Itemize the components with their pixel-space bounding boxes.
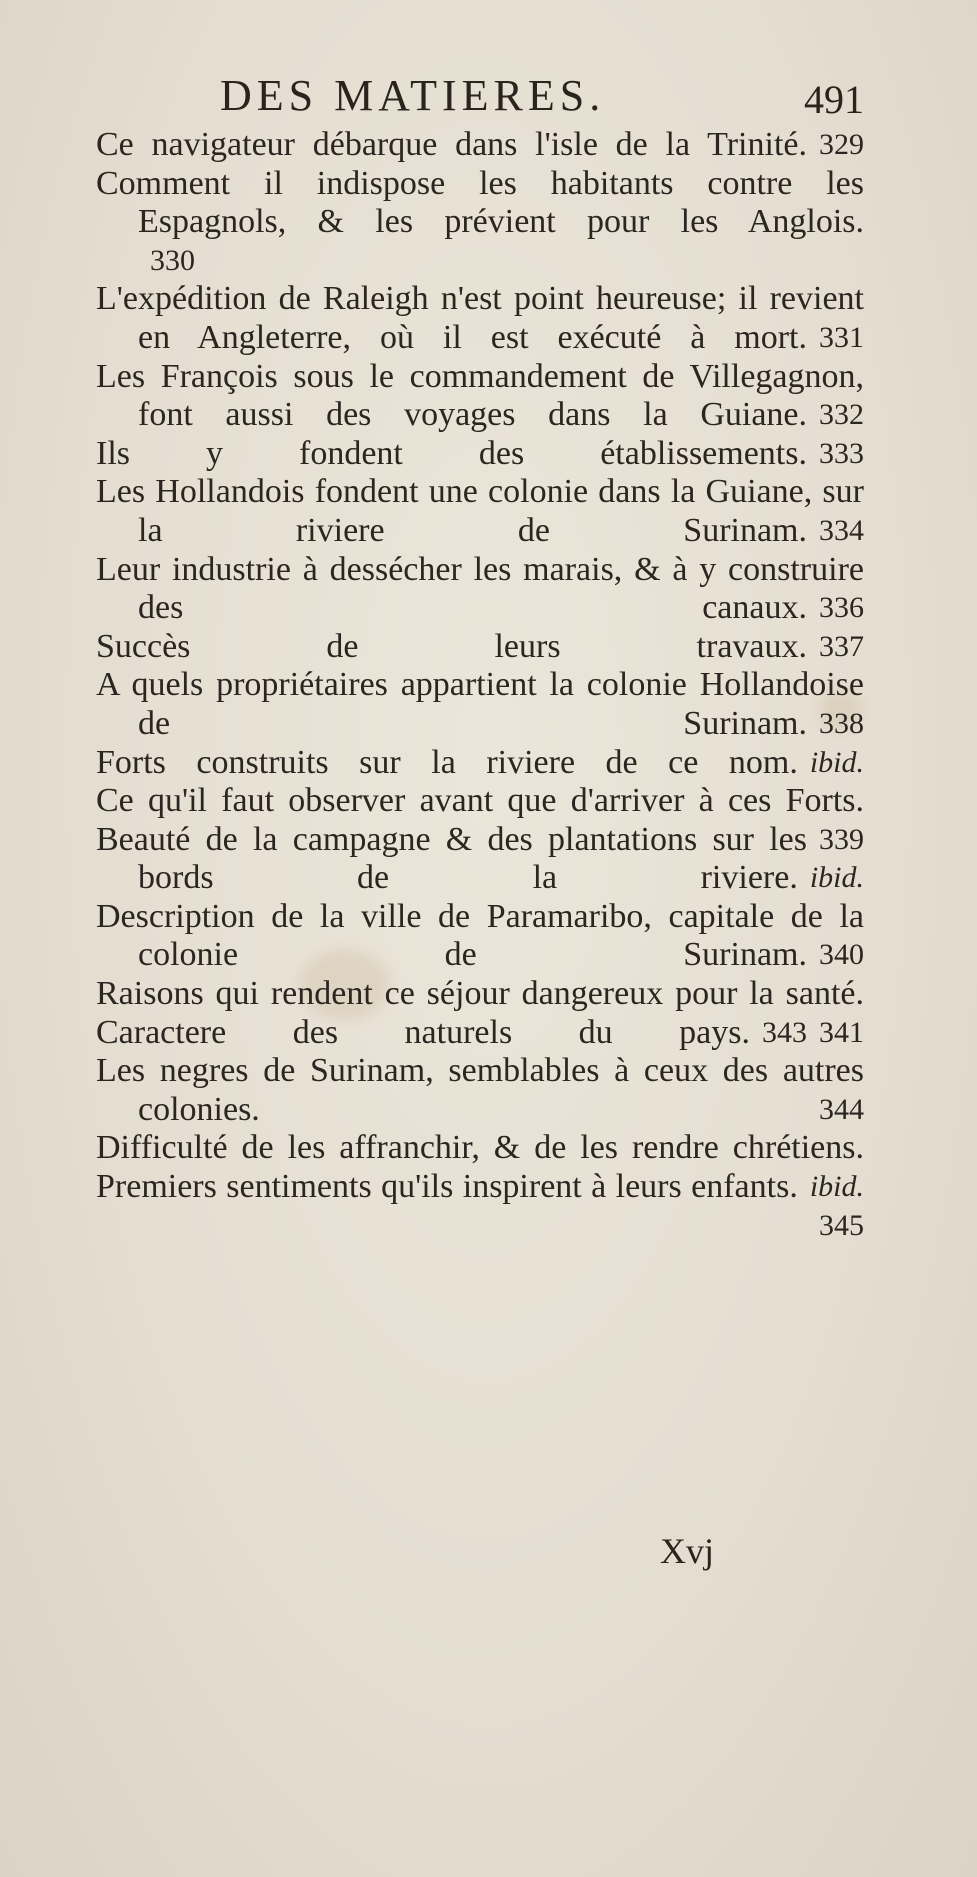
- index-entry: [96, 280, 864, 357]
- index-entry: [96, 126, 864, 165]
- index-entry: [96, 782, 864, 856]
- entry-page: 339: [819, 822, 864, 856]
- entry-text: Ils y fondent des établissements.: [96, 434, 807, 472]
- index-entry: [96, 1014, 864, 1053]
- header-page-number: 491: [804, 77, 864, 122]
- entry-text: Succès de leurs travaux.: [96, 627, 807, 665]
- entry-text: Ce qu'il faut observer avant que d'arriver à ces Forts.: [96, 782, 864, 820]
- header-title: DES MATIERES.: [220, 71, 606, 120]
- entry-page: 336: [819, 591, 864, 625]
- index-entry: [96, 165, 864, 281]
- entry-text: Raisons qui rendent ce séjour dangereux pour la santé.: [96, 975, 864, 1013]
- entry-text: Les negres de Surinam, semblables à ceux des autres colonies.: [96, 1052, 864, 1128]
- entry-text: Beauté de la campagne & des plantations sur les bords de la riviere.: [96, 820, 807, 897]
- entry-text: Difficulté de les affranchir, & de les rendre chrétiens.: [96, 1129, 864, 1167]
- entry-page: ibid.: [809, 1170, 864, 1204]
- entry-text: Les François sous le commandement de Villegagnon, font aussi des voyages dans la Guiane.: [96, 357, 864, 434]
- entry-page: 343: [762, 1015, 807, 1049]
- entry-page: 337: [819, 629, 864, 663]
- signature-mark: Xvj: [660, 1531, 714, 1571]
- entry-page: 338: [819, 706, 864, 740]
- index-entry: [96, 821, 864, 898]
- entry-page: 333: [819, 436, 864, 470]
- index-entry: [96, 666, 864, 743]
- entry-text: Les Hollandois fondent une colonie dans la Guiane, sur la riviere de Surinam.: [96, 473, 864, 549]
- entry-page: 330: [150, 243, 195, 277]
- index-entry: [96, 358, 864, 435]
- index-entry: [96, 1168, 864, 1242]
- entry-page: 329: [819, 128, 864, 161]
- entry-text: L'expédition de Raleigh n'est point heureuse; il revient en Angleterre, où il est exécuté à mort.: [96, 280, 864, 356]
- entry-text: Premiers sentiments qu'ils inspirent à leurs enfants.: [96, 1168, 798, 1206]
- index-entry: [96, 1052, 864, 1129]
- entry-text: Leur industrie à dessécher les marais, & à y construire des canaux.: [96, 550, 864, 627]
- entry-page: 334: [819, 513, 864, 547]
- entry-page: 331: [819, 320, 864, 354]
- running-header: [96, 68, 864, 128]
- entry-text: Caractere des naturels du pays.: [96, 1013, 750, 1051]
- entry-text: Description de la ville de Paramaribo, capitale de la colonie de Surinam.: [96, 897, 864, 974]
- entry-page: 340: [819, 938, 864, 972]
- entry-page: 345: [819, 1208, 864, 1242]
- index-entry: [96, 744, 864, 783]
- entry-text: Ce navigateur débarque dans l'isle de la Trinité.: [96, 126, 807, 163]
- index-entry: [96, 628, 864, 667]
- index-entry: [96, 435, 864, 474]
- entry-page: 332: [819, 398, 864, 432]
- entry-page: ibid.: [809, 861, 864, 895]
- entry-page: ibid.: [809, 745, 864, 779]
- entry-text: Comment il indispose les habitants contre les Espagnols, & les prévient pour les Anglois.: [96, 164, 864, 241]
- index-list: [96, 126, 864, 1245]
- index-entry: [96, 473, 864, 550]
- index-entry: [96, 551, 864, 628]
- entry-page: 344: [819, 1092, 864, 1126]
- entry-page: 341: [819, 1015, 864, 1049]
- entry-text: A quels propriétaires appartient la colonie Hollandoise de Surinam.: [96, 666, 864, 742]
- entry-text: Forts construits sur la riviere de ce nom.: [96, 743, 798, 781]
- index-entry: [96, 898, 864, 975]
